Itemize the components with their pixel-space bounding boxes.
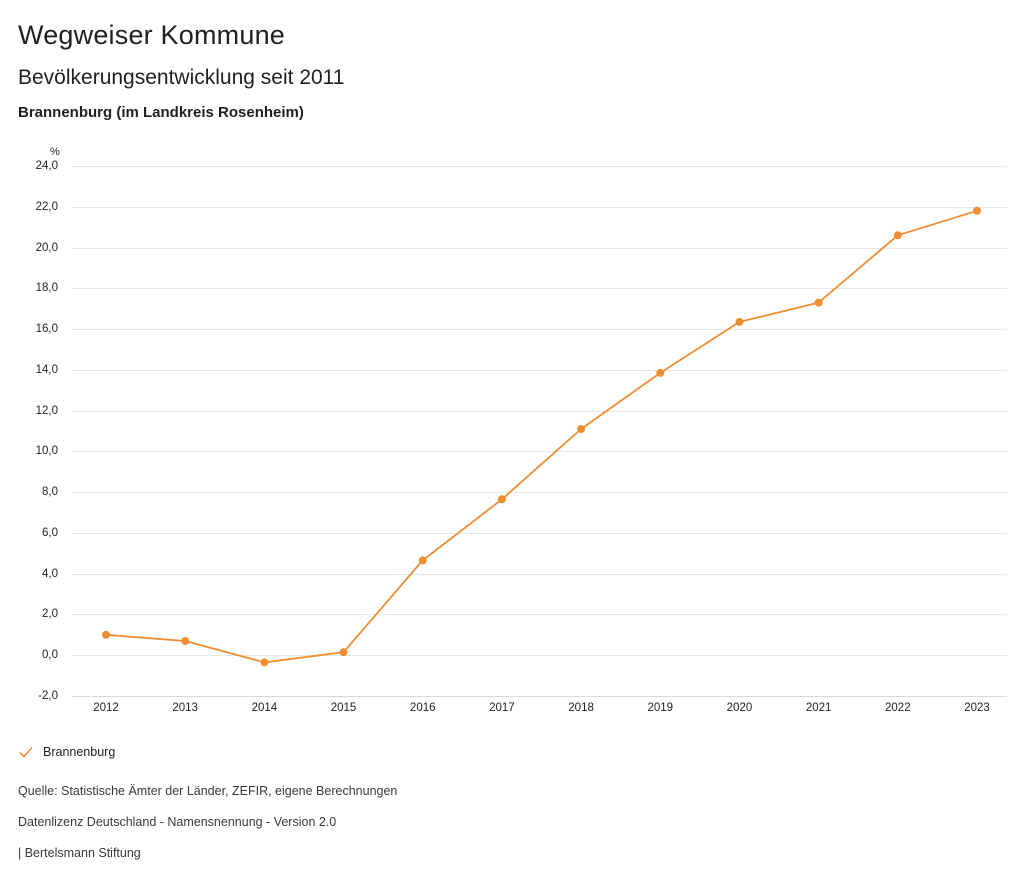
data-point[interactable] [736, 318, 744, 326]
data-point[interactable] [340, 648, 348, 656]
y-tick-label: 20,0 [35, 241, 58, 254]
x-tick-label: 2022 [885, 702, 911, 714]
y-tick-label: 12,0 [35, 404, 58, 417]
footnote-publisher: | Bertelsmann Stiftung [18, 846, 141, 860]
data-point[interactable] [260, 658, 268, 666]
y-tick-label: 8,0 [42, 486, 58, 499]
y-tick-label: 24,0 [35, 160, 58, 172]
y-axis-unit: % [50, 146, 60, 158]
chart-region-label: Brannenburg (im Landkreis Rosenheim) [18, 104, 304, 121]
x-tick-label: 2012 [93, 702, 119, 714]
x-tick-label: 2013 [172, 702, 198, 714]
footnote-source: Quelle: Statistische Ämter der Länder, ZEFIR, eigene Berechnungen [18, 784, 398, 798]
x-tick-label: 2014 [251, 702, 278, 714]
x-tick-label: 2023 [964, 702, 990, 714]
x-tick-label: 2017 [489, 702, 515, 714]
data-point[interactable] [498, 495, 506, 503]
footnotes [18, 784, 918, 877]
y-tick-label: 16,0 [35, 323, 58, 336]
y-tick-label: 2,0 [42, 608, 58, 621]
page-title: Wegweiser Kommune [18, 20, 286, 50]
y-tick-label: -2,0 [38, 690, 58, 702]
data-point[interactable] [102, 631, 110, 639]
plot-area [72, 166, 1007, 696]
x-axis-tick-labels [72, 702, 1007, 722]
data-point[interactable] [815, 299, 823, 307]
y-tick-label: 6,0 [42, 526, 58, 539]
y-axis-tick-labels [0, 160, 66, 702]
data-point[interactable] [894, 231, 902, 239]
data-point[interactable] [973, 207, 981, 215]
x-tick-label: 2019 [647, 702, 674, 714]
chart-title: Bevölkerungsentwicklung seit 2011 [18, 66, 345, 89]
series-line [106, 211, 977, 663]
y-tick-label: 22,0 [35, 200, 58, 213]
x-axis-line [72, 696, 1007, 697]
chart-legend[interactable] [18, 744, 115, 760]
data-point[interactable] [577, 425, 585, 433]
legend-label-brannenburg: Brannenburg [43, 745, 116, 759]
check-icon [18, 744, 34, 760]
data-point[interactable] [656, 369, 664, 377]
x-tick-label: 2016 [409, 702, 436, 714]
y-tick-label: 18,0 [35, 282, 58, 295]
x-tick-label: 2015 [330, 702, 357, 714]
y-tick-label: 4,0 [42, 567, 58, 580]
data-point[interactable] [419, 556, 427, 564]
x-tick-label: 2020 [726, 702, 753, 714]
series-brannenburg [72, 166, 1007, 696]
data-point[interactable] [181, 637, 189, 645]
x-tick-label: 2018 [568, 702, 594, 714]
footnote-license: Datenlizenz Deutschland - Namensnennung - Version 2.0 [18, 815, 337, 829]
y-tick-label: 10,0 [35, 445, 58, 458]
x-tick-label: 2021 [805, 702, 832, 714]
y-tick-label: 14,0 [35, 363, 58, 376]
y-tick-label: 0,0 [42, 649, 58, 662]
